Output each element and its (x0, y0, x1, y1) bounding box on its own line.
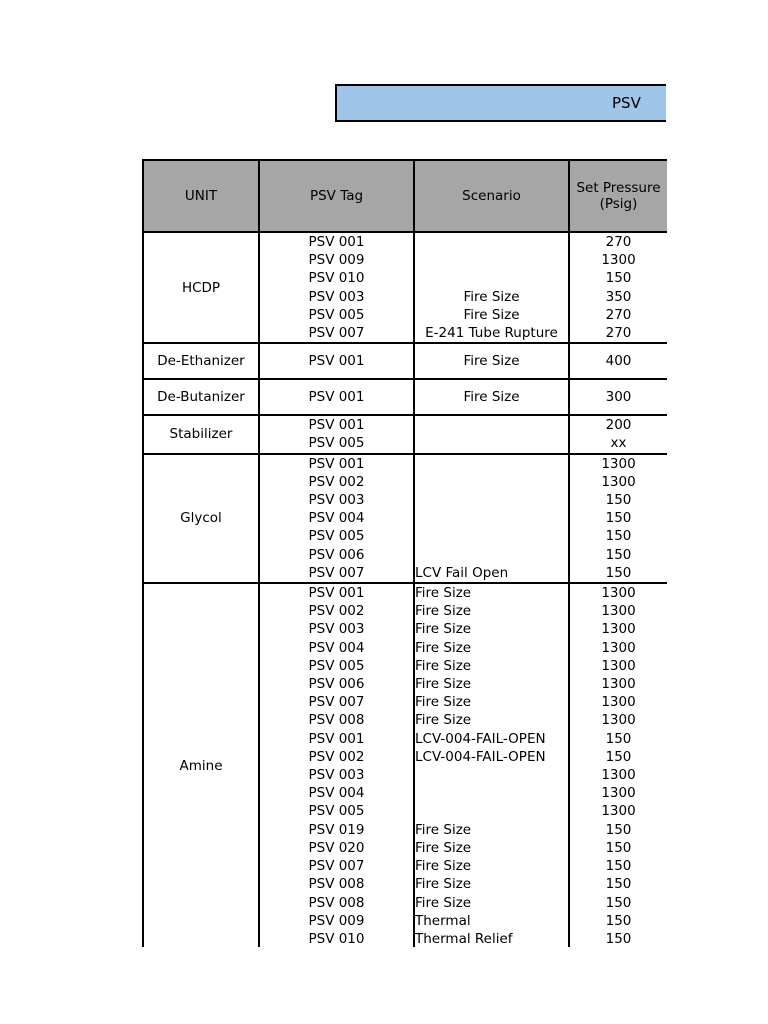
set-pressure-cell: 1300 (569, 711, 667, 729)
set-pressure-cell: 350 (569, 288, 667, 306)
header-set-pressure (569, 160, 667, 232)
title-bar (335, 84, 666, 122)
psv-tag-cell: PSV 002 (259, 602, 414, 620)
set-pressure-cell: 1300 (569, 657, 667, 675)
set-pressure-cell: 1300 (569, 639, 667, 657)
unit-cell: De-Butanizer (143, 379, 259, 415)
psv-tag-cell: PSV 007 (259, 693, 414, 711)
scenario-cell: Fire Size (414, 839, 569, 857)
table-row (143, 343, 667, 379)
unit-cell: Stabilizer (143, 415, 259, 453)
psv-tag-cell: PSV 002 (259, 473, 414, 491)
scenario-cell: Fire Size (414, 693, 569, 711)
set-pressure-cell: 150 (569, 269, 667, 287)
scenario-cell: Fire Size (414, 711, 569, 729)
table-row (143, 583, 667, 602)
set-pressure-cell: 1300 (569, 251, 667, 269)
header-set-pressure-line2: (Psig) (599, 196, 638, 212)
header-unit: UNIT (143, 160, 259, 232)
psv-tag-cell: PSV 010 (259, 930, 414, 947)
scenario-cell: Fire Size (414, 875, 569, 893)
psv-tag-cell: PSV 007 (259, 857, 414, 875)
psv-tag-cell: PSV 003 (259, 766, 414, 784)
set-pressure-cell: 150 (569, 730, 667, 748)
unit-cell: HCDP (143, 232, 259, 343)
header-set-pressure-line1: Set Pressure (576, 180, 661, 196)
psv-tag-cell: PSV 008 (259, 875, 414, 893)
psv-tag-cell: PSV 005 (259, 434, 414, 453)
scenario-cell: Fire Size (414, 620, 569, 638)
set-pressure-cell: 1300 (569, 766, 667, 784)
set-pressure-cell: 150 (569, 821, 667, 839)
psv-tag-cell: PSV 001 (259, 583, 414, 602)
psv-tag-cell: PSV 007 (259, 564, 414, 583)
set-pressure-cell: 150 (569, 875, 667, 893)
scenario-cell (414, 232, 569, 251)
scenario-cell: Fire Size (414, 379, 569, 415)
scenario-cell: Fire Size (414, 657, 569, 675)
set-pressure-cell: 150 (569, 894, 667, 912)
scenario-cell (414, 527, 569, 545)
scenario-cell: LCV Fail Open (414, 564, 569, 583)
set-pressure-cell: 150 (569, 748, 667, 766)
psv-tag-cell: PSV 008 (259, 711, 414, 729)
set-pressure-cell: 1300 (569, 693, 667, 711)
set-pressure-cell: 1300 (569, 602, 667, 620)
psv-tag-cell: PSV 007 (259, 324, 414, 343)
scenario-cell: Fire Size (414, 821, 569, 839)
psv-tag-cell: PSV 005 (259, 527, 414, 545)
psv-tag-cell: PSV 006 (259, 546, 414, 564)
scenario-cell (414, 251, 569, 269)
scenario-cell: Fire Size (414, 343, 569, 379)
scenario-cell (414, 454, 569, 473)
psv-tag-cell: PSV 001 (259, 379, 414, 415)
set-pressure-cell: 150 (569, 546, 667, 564)
set-pressure-cell: 150 (569, 930, 667, 947)
scenario-cell: Fire Size (414, 288, 569, 306)
set-pressure-cell: 150 (569, 564, 667, 583)
header-psv-tag: PSV Tag (259, 160, 414, 232)
scenario-cell: Fire Size (414, 583, 569, 602)
set-pressure-cell: 150 (569, 491, 667, 509)
psv-tag-cell: PSV 001 (259, 730, 414, 748)
set-pressure-cell: 400 (569, 343, 667, 379)
psv-tag-cell: PSV 008 (259, 894, 414, 912)
psv-tag-cell: PSV 004 (259, 639, 414, 657)
scenario-cell (414, 546, 569, 564)
psv-tag-cell: PSV 005 (259, 306, 414, 324)
set-pressure-cell: 1300 (569, 620, 667, 638)
psv-tag-cell: PSV 003 (259, 620, 414, 638)
scenario-cell (414, 269, 569, 287)
set-pressure-cell: 200 (569, 415, 667, 434)
set-pressure-cell: 1300 (569, 784, 667, 802)
scenario-cell: Fire Size (414, 894, 569, 912)
psv-tag-cell: PSV 004 (259, 784, 414, 802)
set-pressure-cell: 150 (569, 912, 667, 930)
set-pressure-cell: 270 (569, 232, 667, 251)
set-pressure-cell: 300 (569, 379, 667, 415)
scenario-cell: Fire Size (414, 306, 569, 324)
psv-table (142, 159, 667, 947)
scenario-cell (414, 491, 569, 509)
scenario-cell (414, 434, 569, 453)
psv-tag-cell: PSV 009 (259, 251, 414, 269)
scenario-cell (414, 802, 569, 820)
psv-tag-cell: PSV 004 (259, 509, 414, 527)
psv-table-wrapper (142, 159, 667, 947)
psv-tag-cell: PSV 001 (259, 415, 414, 434)
set-pressure-cell: 150 (569, 857, 667, 875)
set-pressure-cell: xx (569, 434, 667, 453)
set-pressure-cell: 1300 (569, 675, 667, 693)
page-title: PSV (612, 94, 641, 112)
scenario-cell: Fire Size (414, 857, 569, 875)
set-pressure-cell: 1300 (569, 454, 667, 473)
psv-tag-cell: PSV 003 (259, 288, 414, 306)
scenario-cell: LCV-004-FAIL-OPEN (414, 748, 569, 766)
table-header (143, 160, 667, 232)
table-body (143, 232, 667, 947)
scenario-cell (414, 784, 569, 802)
psv-tag-cell: PSV 005 (259, 802, 414, 820)
set-pressure-cell: 150 (569, 527, 667, 545)
psv-tag-cell: PSV 010 (259, 269, 414, 287)
header-scenario: Scenario (414, 160, 569, 232)
table-row (143, 454, 667, 473)
scenario-cell (414, 473, 569, 491)
scenario-cell: E-241 Tube Rupture (414, 324, 569, 343)
set-pressure-cell: 1300 (569, 473, 667, 491)
scenario-cell: Thermal Relief (414, 930, 569, 947)
psv-tag-cell: PSV 005 (259, 657, 414, 675)
scenario-cell: Fire Size (414, 639, 569, 657)
set-pressure-cell: 150 (569, 509, 667, 527)
scenario-cell: Thermal (414, 912, 569, 930)
psv-tag-cell: PSV 002 (259, 748, 414, 766)
psv-tag-cell: PSV 009 (259, 912, 414, 930)
psv-tag-cell: PSV 006 (259, 675, 414, 693)
scenario-cell (414, 766, 569, 784)
set-pressure-cell: 270 (569, 306, 667, 324)
psv-tag-cell: PSV 003 (259, 491, 414, 509)
scenario-cell: Fire Size (414, 602, 569, 620)
unit-cell: Amine (143, 583, 259, 947)
psv-tag-cell: PSV 019 (259, 821, 414, 839)
table-row (143, 232, 667, 251)
table-row (143, 379, 667, 415)
set-pressure-cell: 270 (569, 324, 667, 343)
table-row (143, 415, 667, 434)
scenario-cell (414, 415, 569, 434)
scenario-cell (414, 509, 569, 527)
psv-tag-cell: PSV 020 (259, 839, 414, 857)
unit-cell: Glycol (143, 454, 259, 583)
psv-tag-cell: PSV 001 (259, 232, 414, 251)
set-pressure-cell: 1300 (569, 802, 667, 820)
psv-tag-cell: PSV 001 (259, 343, 414, 379)
scenario-cell: Fire Size (414, 675, 569, 693)
set-pressure-cell: 1300 (569, 583, 667, 602)
psv-tag-cell: PSV 001 (259, 454, 414, 473)
scenario-cell: LCV-004-FAIL-OPEN (414, 730, 569, 748)
unit-cell: De-Ethanizer (143, 343, 259, 379)
set-pressure-cell: 150 (569, 839, 667, 857)
